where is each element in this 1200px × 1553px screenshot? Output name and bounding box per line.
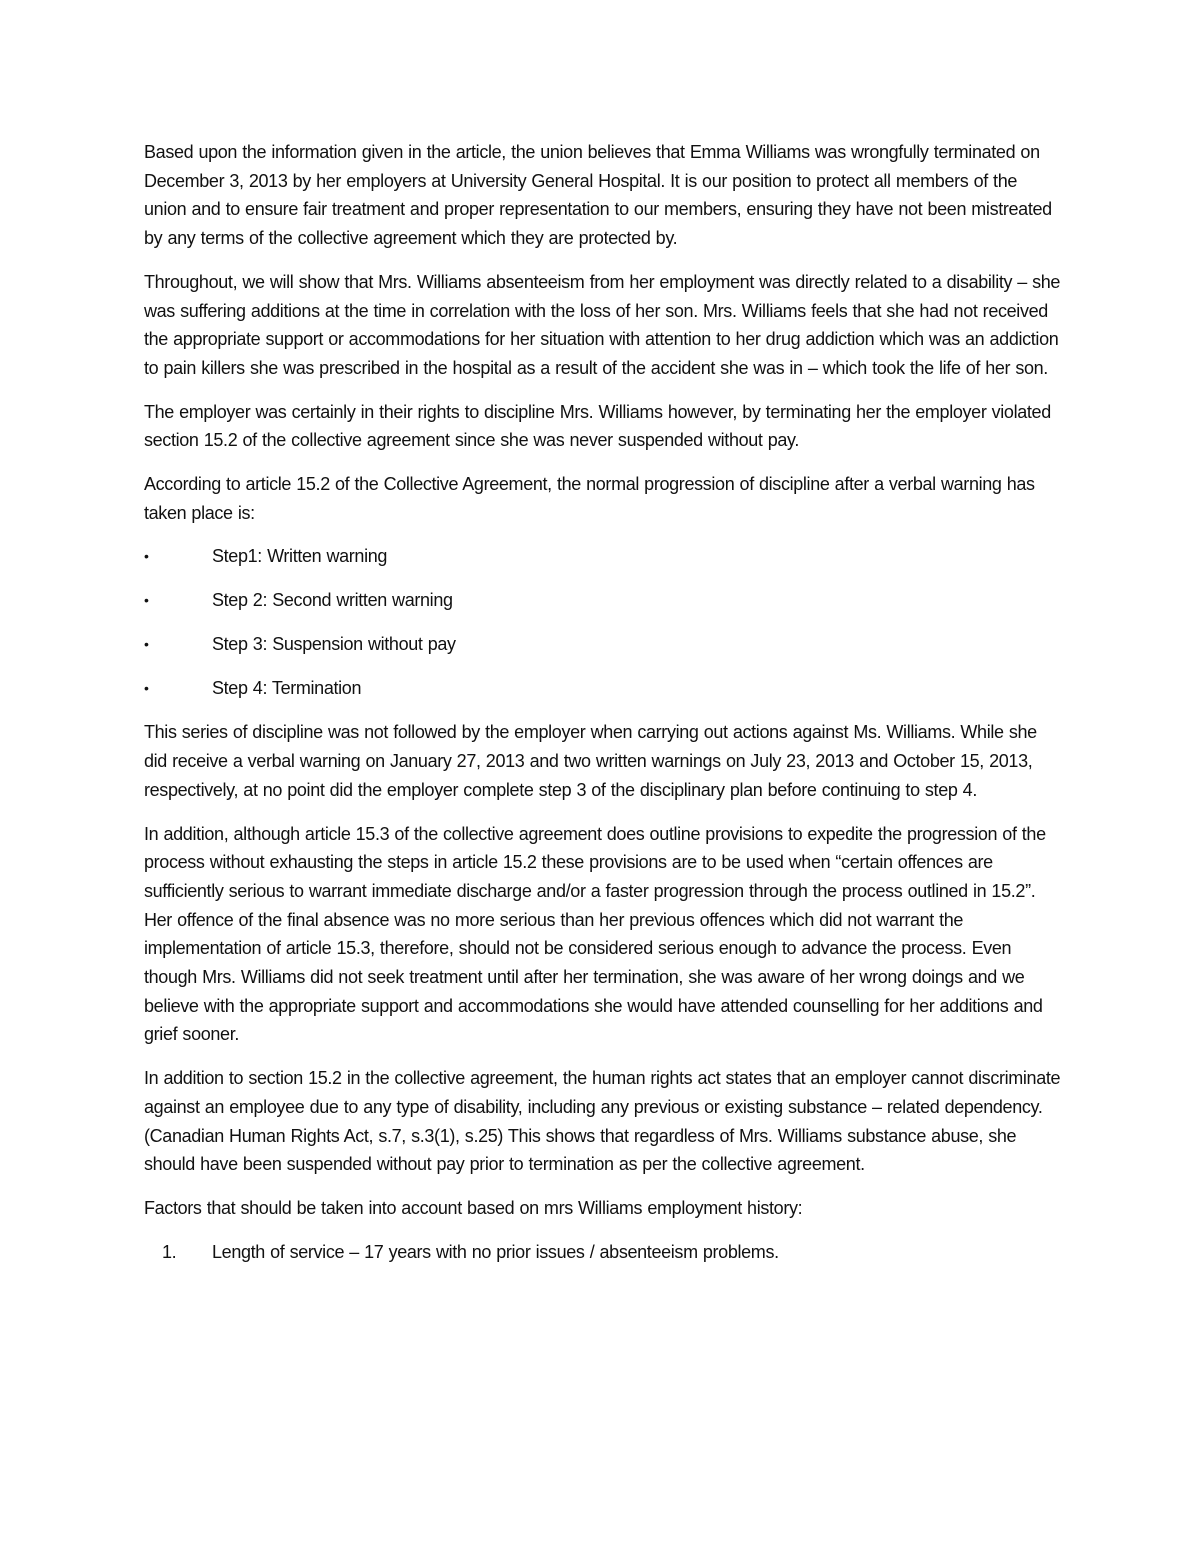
step-text: Step 3: Suspension without pay — [212, 634, 456, 655]
paragraph-intro: Based upon the information given in the article, the union believes that Emma Williams was wrongfully terminated on December 3, 2013 by her employers at University General Hospital. It is our position to protect all members of the union and to ensure fair treatment and proper representation to our members, ensuring they have not been mistreated by any terms of the collective agreement which they are protected by. — [144, 142, 1052, 249]
list-number: 1. — [162, 1241, 177, 1262]
step-text: Step 4: Termination — [212, 678, 362, 699]
document-page — [144, 138, 1064, 1266]
bullet-icon: • — [144, 636, 149, 653]
list-item — [144, 630, 1064, 659]
paragraph-factors-intro: Factors that should be taken into account based on mrs Williams employment history: — [144, 1197, 803, 1218]
bullet-icon: • — [144, 592, 149, 609]
list-item — [144, 542, 1064, 571]
list-item — [144, 586, 1064, 615]
list-item — [144, 1238, 1064, 1267]
paragraph-article-15-3: In addition, although article 15.3 of the collective agreement does outline provisions to expedite the progression of the process without exhausting the steps in article 15.2 these provisions are to be used when “certain offences are sufficiently serious to warrant immediate discharge and/or a faster progression through the process outlined in 15.2”. Her offence of the final absence was no more serious than her previous offences which did not warrant the implementation of article 15.3, therefore, should not be considered serious enough to advance the process. Even though Mrs. Williams did not seek treatment until after her termination, she was aware of her wrong doings and we believe with the appropriate support and accommodations she would have attended counselling for her additions and grief sooner. — [144, 823, 1046, 1045]
list-item — [144, 674, 1064, 703]
paragraph-human-rights-act: In addition to section 15.2 in the collective agreement, the human rights act states that an employer cannot discriminate against an employee due to any type of disability, including any previous or existing substance – related dependency. (Canadian Human Rights Act, s.7, s.3(1), s.25) This shows that regardless of Mrs. Williams substance abuse, she should have been suspended without pay prior to termination as per the collective agreement. — [144, 1068, 1061, 1175]
paragraph-absenteeism: Throughout, we will show that Mrs. Williams absenteeism from her employment was directly related to a disability – she was suffering additions at the time in correlation with the loss of her son. Mrs. Williams feels that she had not received the appropriate support or accommodations for her situation with attention to her drug addiction which was an addiction to pain killers she was prescribed in the hospital as a result of the accident she was in – which took the life of her son. — [144, 271, 1061, 378]
discipline-steps-list — [144, 542, 1064, 703]
paragraph-series-not-followed: This series of discipline was not followed by the employer when carrying out actions against Ms. Williams. While she did receive a verbal warning on January 27, 2013 and two written warnings on July 23, 2013 and October 15, 2013, respectively, at no point did the employer complete step 3 of the disciplinary plan before continuing to step 4. — [144, 722, 1037, 800]
bullet-icon: • — [144, 548, 149, 565]
bullet-icon: • — [144, 680, 149, 697]
paragraph-employer-rights: The employer was certainly in their rights to discipline Mrs. Williams however, by terminating her the employer violated section 15.2 of the collective agreement since she was never suspended without pay. — [144, 401, 1051, 451]
factor-text: Length of service – 17 years with no prior issues / absenteeism problems. — [212, 1241, 779, 1262]
step-text: Step 2: Second written warning — [212, 590, 453, 611]
factors-list — [144, 1238, 1064, 1267]
paragraph-article-15-2: According to article 15.2 of the Collective Agreement, the normal progression of discipline after a verbal warning has taken place is: — [144, 474, 1035, 523]
step-text: Step1: Written warning — [212, 546, 388, 567]
